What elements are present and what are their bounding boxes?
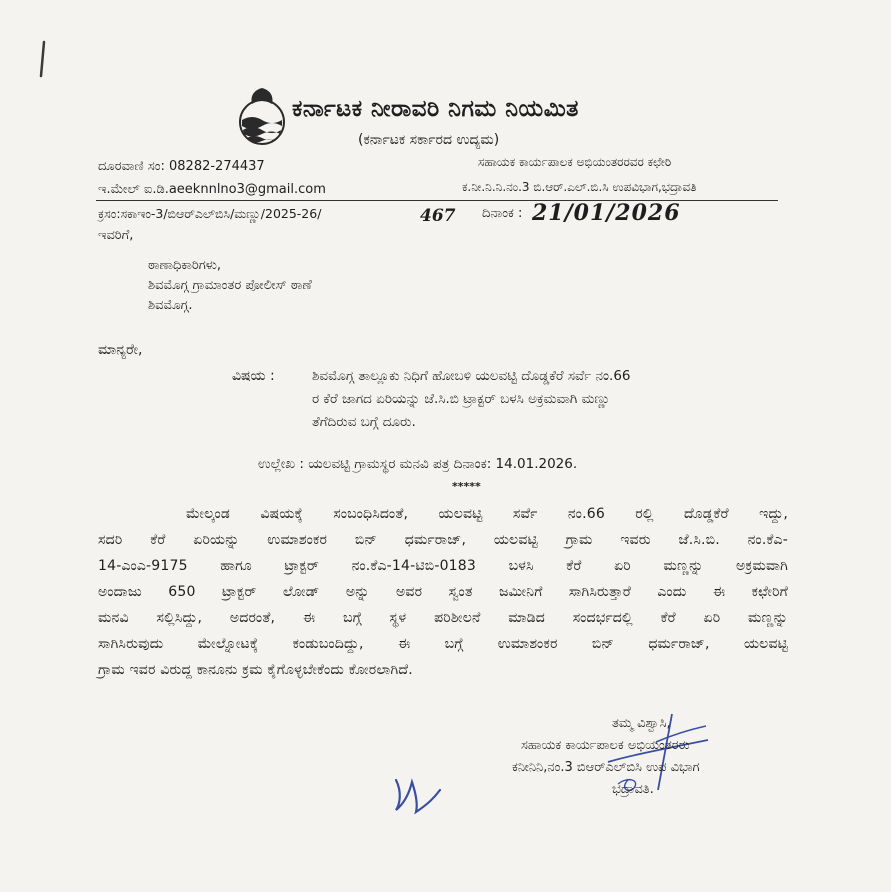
handwritten-date: 21/01/2026 [532,200,681,226]
recipient-station: ಶಿವಮೊಗ್ಗ ಗ್ರಾಮಾಂತರ ಪೋಲೀಸ್ ಠಾಣೆ [148,278,312,293]
organization-name: ಕರ್ನಾಟಕ ನೀರಾವರಿ ನಿಗಮ ನಿಯಮಿತ [292,96,579,122]
body-line: 14-ಎಂಎ-9175 ಹಾಗೂ ಟ್ರಾಕ್ಟರ್ ನಂ.ಕೆಎ-14-ಟಿಬಿ-0183 ಬಳಸಿ ಕೆರೆ ಏರಿ ಮಣ್ಣನ್ನು ಅಕ್ರಮವಾಗಿ [98,558,788,574]
signatory-office: ಕನೀನಿನಿ,ನಂ.3 ಬಿಆರ್‌ಎಲ್‌ಬಿಸಿ ಉಪ ವಿಭಾಗ [512,760,700,775]
reference-note: ಉಲ್ಲೇಖ : ಯಲವಟ್ಟಿ ಗ್ರಾಮಸ್ಥರ ಮನವಿ ಪತ್ರ ದಿನಾಂಕ: 14.01.2026. [258,456,578,472]
body-line: ಮೇಲ್ಕಂಡ ವಿಷಯಕ್ಕೆ ಸಂಬಂಧಿಸಿದಂತೆ, ಯಲವಟ್ಟಿ ಸರ್ವೆ ನಂ.66 ರಲ್ಲಿ ದೊಡ್ಡಕೆರೆ ಇದ್ದು, [186,506,788,522]
body-line: ಸಾಗಿಸಿರುವುದು ಮೇಲ್ನೋಟಕ್ಕೆ ಕಂಡುಬಂದಿದ್ದು, ಈ ಬಗ್ಗೆ ಉಮಾಶಂಕರ ಬಿನ್ ಧರ್ಮರಾಜ್, ಯಲವಟ್ಟಿ [98,636,788,652]
phone-number: ದೂರವಾಣಿ ಸಂ: 08282-274437 [98,159,265,174]
signatory-place: ಭದ್ರಾವತಿ. [612,782,654,797]
handwritten-reference-number: 467 [420,206,456,226]
reference-number: ಕ್ರಸಂ:ಸಕಾಇಂ-3/ಬಿಆರ್‌ಎಲ್‌ಬಿಸಿ/ಮಣ್ಣು/2025-26/ [98,206,322,221]
pen-mark [36,40,50,80]
signatory-designation: ಸಹಾಯಕ ಕಾರ್ಯಪಾಲಕ ಅಭಿಯಂತರರು [521,738,690,753]
subject-line-3: ತೆಗೆದಿರುವ ಬಗ್ಗೆ ದೂರು. [312,414,416,430]
organization-logo [236,86,288,148]
office-address: ಕ.ನೀ.ನಿ.ನಿ.ನಂ.3 ಬಿ.ಆರ್.ಎಲ್.ಬಿ.ಸಿ ಉಪವಿಭಾಗ,ಭದ್ರಾವತಿ [462,180,697,194]
date-label: ದಿನಾಂಕ : [482,206,523,221]
addressee-label: ಇವರಿಗೆ, [98,228,134,243]
office-name: ಸಹಾಯಕ ಕಾರ್ಯಪಾಲಕ ಅಭಿಯಂತರರವರ ಕಛೇರಿ [478,155,672,169]
body-line: ಅಂದಾಜು 650 ಟ್ರಾಕ್ಟರ್ ಲೋಡ್ ಅನ್ನು ಅವರ ಸ್ವಂತ ಜಮೀನಿಗೆ ಸಾಗಿಸಿರುತ್ತಾರೆ ಎಂದು ಈ ಕಛೇರಿಗೆ [98,584,788,600]
salutation: ಮಾನ್ಯರೇ, [98,342,143,358]
yours-faithfully: ತಮ್ಮ ವಿಶ್ವಾಸಿ, [612,716,671,731]
recipient-title: ಠಾಣಾಧಿಕಾರಿಗಳು, [148,258,222,273]
email-address: ಇ.ಮೇಲ್ ಐ.ಡಿ.aeeknnlno3@gmail.com [98,182,326,197]
body-line: ಗ್ರಾಮ ಇವರ ವಿರುದ್ದ ಕಾನೂನು ಕ್ರಮ ಕೈಗೊಳ್ಳಬೇಕೆಂದು ಕೋರಲಾಗಿದೆ. [98,662,413,678]
subject-line-1: ಶಿವಮೊಗ್ಗ ತಾಲ್ಲೂಕು ನಿಧಿಗೆ ಹೋಬಳಿ ಯಲವಟ್ಟಿ ದೊಡ್ಡಕೆರೆ ಸರ್ವೆ ನಂ.66 [312,368,631,384]
recipient-city: ಶಿವಮೊಗ್ಗ. [148,298,193,313]
subject-label: ವಿಷಯ : [232,368,275,384]
body-line: ಸದರಿ ಕೆರೆ ಏರಿಯನ್ನು ಉಮಾಶಂಕರ ಬಿನ್ ಧರ್ಮರಾಜ್, ಯಲವಟ್ಟಿ ಗ್ರಾಮ ಇವರು ಜೆ.ಸಿ.ಬಿ. ನಂ.ಕೆಎ- [98,532,788,548]
separator: ***** [452,480,481,493]
initials-mark [388,770,448,816]
organization-subtitle: (ಕರ್ನಾಟಕ ಸರ್ಕಾರದ ಉದ್ಯಮ) [358,132,500,148]
subject-line-2: ರ ಕೆರೆ ಜಾಗದ ಏರಿಯನ್ನು ಜೆ.ಸಿ.ಬಿ ಟ್ರಾಕ್ಟರ್ ಬಳಸಿ ಅಕ್ರಮವಾಗಿ ಮಣ್ಣು [312,391,611,407]
body-line: ಮನವಿ ಸಲ್ಲಿಸಿದ್ದು, ಅದರಂತೆ, ಈ ಬಗ್ಗೆ ಸ್ಥಳ ಪರಿಶೀಲನೆ ಮಾಡಿದ ಸಂದರ್ಭದಲ್ಲಿ ಕೆರೆ ಏರಿ ಮಣ್ಣನ್ನು [98,610,788,626]
